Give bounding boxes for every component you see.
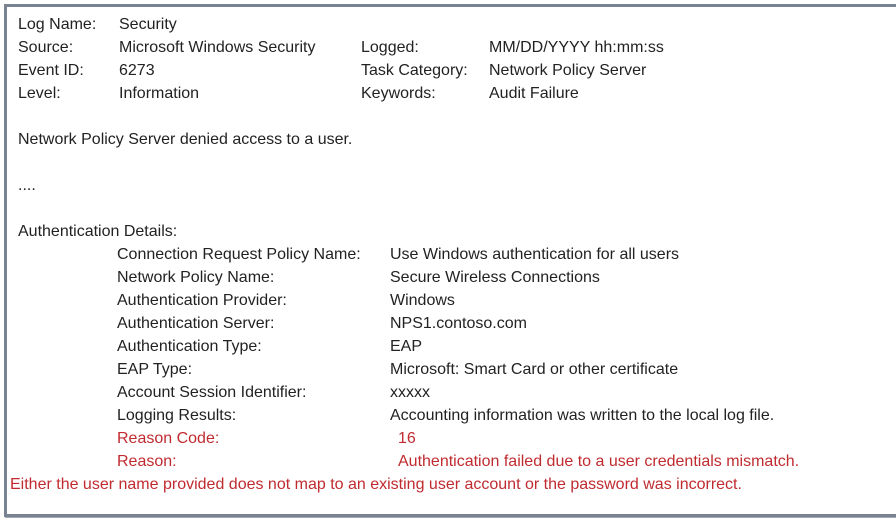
auth-detail-row-reason-code: [117, 427, 896, 450]
field-value-source: Microsoft Windows Security: [119, 39, 316, 56]
auth-label-account-session-identifier: Account Session Identifier:: [117, 384, 307, 401]
auth-detail-row: [117, 289, 896, 312]
field-value-task-category: Network Policy Server: [489, 62, 647, 79]
event-log-panel: [4, 4, 896, 517]
auth-value-reason-code: 16: [398, 430, 416, 447]
field-value-event-id: 6273: [119, 62, 155, 79]
field-value-blank: [489, 13, 896, 36]
auth-label-reason-code: Reason Code:: [117, 430, 220, 447]
auth-value-authentication-type: EAP: [390, 338, 423, 355]
authentication-details-heading: Authentication Details:: [18, 223, 178, 240]
auth-value-connection-request-policy: Use Windows authentication for all users: [390, 246, 680, 263]
auth-label-authentication-type: Authentication Type:: [117, 338, 262, 355]
auth-value-authentication-provider: Windows: [390, 292, 455, 309]
event-header-row: [18, 36, 896, 59]
field-value-keywords: Audit Failure: [489, 85, 579, 102]
auth-label-authentication-provider: Authentication Provider:: [117, 292, 287, 309]
field-label-level: Level:: [18, 85, 61, 102]
field-label-keywords: Keywords:: [361, 85, 436, 102]
auth-detail-row: [117, 335, 896, 358]
auth-label-connection-request-policy: Connection Request Policy Name:: [117, 246, 361, 263]
spacer: [18, 105, 896, 128]
event-header-row: [18, 82, 896, 105]
spacer: [18, 151, 896, 174]
auth-label-network-policy-name: Network Policy Name:: [117, 269, 275, 286]
auth-label-reason: Reason:: [117, 453, 177, 470]
auth-value-reason: Authentication failed due to a user credentials mismatch.: [398, 453, 800, 470]
auth-detail-row-reason: [117, 450, 896, 473]
reason-continuation-text: Either the user name provided does not map to an existing user account or the password was incorrect.: [10, 476, 742, 493]
field-label-event-id: Event ID:: [18, 62, 84, 79]
auth-label-logging-results: Logging Results:: [117, 407, 237, 424]
spacer: [18, 197, 896, 220]
auth-label-authentication-server: Authentication Server:: [117, 315, 275, 332]
auth-label-eap-type: EAP Type:: [117, 361, 193, 378]
auth-value-authentication-server: NPS1.contoso.com: [390, 315, 527, 332]
field-value-log-name: Security: [119, 16, 177, 33]
event-description: Network Policy Server denied access to a user.: [18, 131, 353, 148]
field-label-log-name: Log Name:: [18, 16, 97, 33]
field-value-logged: MM/DD/YYYY hh:mm:ss: [489, 39, 664, 56]
event-header-row: [18, 13, 896, 36]
event-header-row: [18, 59, 896, 82]
auth-detail-row: [117, 243, 896, 266]
auth-value-account-session-identifier: xxxxx: [390, 384, 430, 401]
auth-value-eap-type: Microsoft: Smart Card or other certificate: [390, 361, 679, 378]
field-label-source: Source:: [18, 39, 74, 56]
ellipsis-line: ....: [18, 177, 36, 194]
field-value-level: Information: [119, 85, 200, 102]
auth-detail-row: [117, 381, 896, 404]
field-label-logged: Logged:: [361, 39, 419, 56]
auth-detail-row: [117, 404, 896, 427]
auth-value-network-policy-name: Secure Wireless Connections: [390, 269, 600, 286]
auth-detail-row: [117, 266, 896, 289]
auth-detail-row: [117, 358, 896, 381]
auth-detail-row: [117, 312, 896, 335]
field-label-task-category: Task Category:: [361, 62, 468, 79]
field-label-blank: [361, 13, 489, 36]
auth-value-logging-results: Accounting information was written to the local log file.: [390, 407, 775, 424]
